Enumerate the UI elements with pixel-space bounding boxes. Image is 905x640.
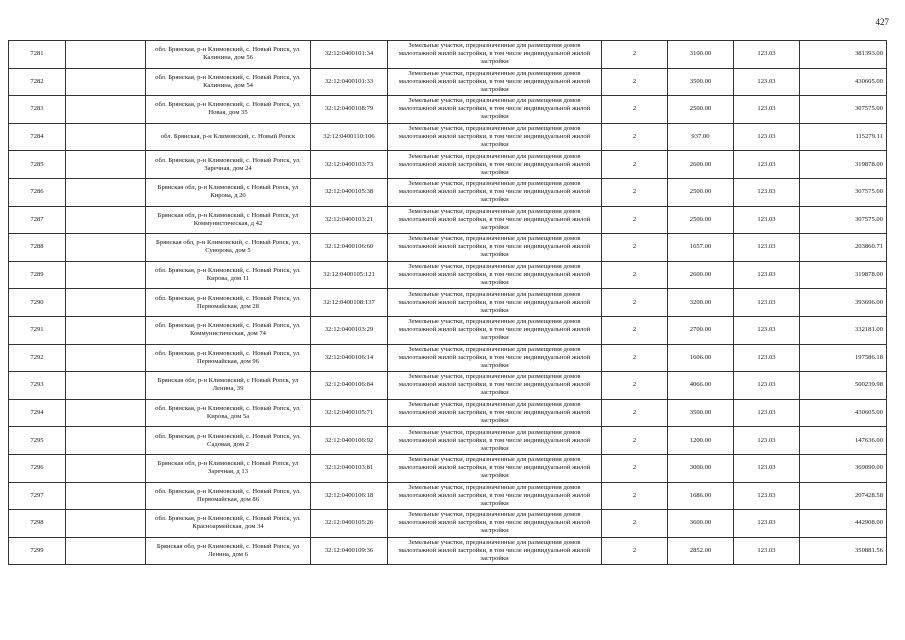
land-use-cell: Земельные участки, предназначенные для размещения домов малоэтажной жилой застройки, в том числе индивидуальной жилой застройки xyxy=(388,316,602,344)
row-number-cell: 7296 xyxy=(9,454,66,482)
land-use-cell: Земельные участки, предназначенные для размещения домов малоэтажной жилой застройки, в том числе индивидуальной жилой застройки xyxy=(388,151,602,179)
row-number-cell: 7291 xyxy=(9,316,66,344)
land-use-cell: Земельные участки, предназначенные для размещения домов малоэтажной жилой застройки, в том числе индивидуальной жилой застройки xyxy=(388,178,602,206)
area-cell: 2852.00 xyxy=(668,537,734,565)
area-cell: 1686.00 xyxy=(668,482,734,510)
cadastral-value-cell: 500239.98 xyxy=(800,372,887,400)
cadastral-number-cell: 32:12:0400103:29 xyxy=(311,316,388,344)
table-row xyxy=(9,261,887,289)
row-number-cell: 7287 xyxy=(9,206,66,234)
area-cell: 3600.00 xyxy=(668,510,734,538)
cadastral-value-cell: 332181.00 xyxy=(800,316,887,344)
land-use-cell: Земельные участки, предназначенные для размещения домов малоэтажной жилой застройки, в том числе индивидуальной жилой застройки xyxy=(388,206,602,234)
rate-cell: 123.03 xyxy=(734,206,800,234)
empty-cell xyxy=(66,427,146,455)
category-cell: 2 xyxy=(602,510,668,538)
cadastral-value-cell: 115279.11 xyxy=(800,123,887,151)
area-cell: 2700.00 xyxy=(668,316,734,344)
table-row xyxy=(9,41,887,69)
category-cell: 2 xyxy=(602,372,668,400)
rate-cell: 123.03 xyxy=(734,510,800,538)
table-row xyxy=(9,151,887,179)
category-cell: 2 xyxy=(602,234,668,262)
address-cell: Брянская обл, р-н Климовский, с Новый Ропск, ул Кирова, д 20 xyxy=(146,178,311,206)
table-row xyxy=(9,482,887,510)
category-cell: 2 xyxy=(602,289,668,317)
category-cell: 2 xyxy=(602,454,668,482)
cadastral-number-cell: 32:12:0400101:34 xyxy=(311,41,388,69)
area-cell: 3500.00 xyxy=(668,68,734,96)
table-row xyxy=(9,123,887,151)
cadastral-number-cell: 32:12:0400106:14 xyxy=(311,344,388,372)
rate-cell: 123.03 xyxy=(734,316,800,344)
cadastral-number-cell: 32:12:0400103:81 xyxy=(311,454,388,482)
cadastral-number-cell: 32:12:0400106:92 xyxy=(311,427,388,455)
cadastral-value-cell: 381393.00 xyxy=(800,41,887,69)
cadastral-value-cell: 203860.71 xyxy=(800,234,887,262)
rate-cell: 123.03 xyxy=(734,344,800,372)
cadastral-value-cell: 307575.00 xyxy=(800,96,887,124)
area-cell: 3100.00 xyxy=(668,41,734,69)
address-cell: обл. Брянская, р-н Климовский, с. Новый Ропск, ул. Садовая, дом 2 xyxy=(146,427,311,455)
land-use-cell: Земельные участки, предназначенные для размещения домов малоэтажной жилой застройки, в том числе индивидуальной жилой застройки xyxy=(388,510,602,538)
rate-cell: 123.03 xyxy=(734,261,800,289)
empty-cell xyxy=(66,178,146,206)
rate-cell: 123.03 xyxy=(734,68,800,96)
table-row xyxy=(9,344,887,372)
land-use-cell: Земельные участки, предназначенные для размещения домов малоэтажной жилой застройки, в том числе индивидуальной жилой застройки xyxy=(388,482,602,510)
empty-cell xyxy=(66,510,146,538)
rate-cell: 123.03 xyxy=(734,123,800,151)
land-use-cell: Земельные участки, предназначенные для размещения домов малоэтажной жилой застройки, в том числе индивидуальной жилой застройки xyxy=(388,68,602,96)
category-cell: 2 xyxy=(602,427,668,455)
cadastral-value-cell: 430605.00 xyxy=(800,399,887,427)
row-number-cell: 7284 xyxy=(9,123,66,151)
table-row xyxy=(9,537,887,565)
area-cell: 3500.00 xyxy=(668,399,734,427)
table-row xyxy=(9,178,887,206)
address-cell: обл. Брянская, р-н Климовский, с. Новый Ропск, ул. Красноармейская, дом 34 xyxy=(146,510,311,538)
rate-cell: 123.03 xyxy=(734,234,800,262)
address-cell: обл. Брянская, р-н Климовский, с. Новый Ропск, ул. Кирова, дом 5а xyxy=(146,399,311,427)
address-cell: обл. Брянская, р-н Климовский, с. Новый Ропск, ул. Первомайская, дом 86 xyxy=(146,482,311,510)
rate-cell: 123.03 xyxy=(734,289,800,317)
row-number-cell: 7299 xyxy=(9,537,66,565)
address-cell: обл. Брянская, р-н Климовский, с. Новый Ропск, ул. Первомайская, дом 28 xyxy=(146,289,311,317)
category-cell: 2 xyxy=(602,261,668,289)
cadastral-value-cell: 430605.00 xyxy=(800,68,887,96)
cadastral-number-cell: 32:12:0400105:71 xyxy=(311,399,388,427)
land-use-cell: Земельные участки, предназначенные для размещения домов малоэтажной жилой застройки, в том числе индивидуальной жилой застройки xyxy=(388,399,602,427)
land-use-cell: Земельные участки, предназначенные для размещения домов малоэтажной жилой застройки, в том числе индивидуальной жилой застройки xyxy=(388,454,602,482)
empty-cell xyxy=(66,399,146,427)
empty-cell xyxy=(66,537,146,565)
cadastral-number-cell: 32:12:0400105:26 xyxy=(311,510,388,538)
table-row xyxy=(9,206,887,234)
row-number-cell: 7289 xyxy=(9,261,66,289)
empty-cell xyxy=(66,344,146,372)
area-cell: 2500.00 xyxy=(668,206,734,234)
rate-cell: 123.03 xyxy=(734,96,800,124)
address-cell: Брянская обл, р-н Климовский, с. Новый Ропск, ул. Суворова, дом 5 xyxy=(146,234,311,262)
empty-cell xyxy=(66,289,146,317)
land-use-cell: Земельные участки, предназначенные для размещения домов малоэтажной жилой застройки, в том числе индивидуальной жилой застройки xyxy=(388,234,602,262)
table-row xyxy=(9,234,887,262)
rate-cell: 123.03 xyxy=(734,427,800,455)
category-cell: 2 xyxy=(602,151,668,179)
rate-cell: 123.03 xyxy=(734,372,800,400)
land-use-cell: Земельные участки, предназначенные для размещения домов малоэтажной жилой застройки, в том числе индивидуальной жилой застройки xyxy=(388,372,602,400)
row-number-cell: 7292 xyxy=(9,344,66,372)
empty-cell xyxy=(66,316,146,344)
address-cell: Брянская обл, р-н Климовский, с Новый Ропск, ул Ленина, 39 xyxy=(146,372,311,400)
cadastral-number-cell: 32:12:0400101:33 xyxy=(311,68,388,96)
area-cell: 2500.00 xyxy=(668,178,734,206)
category-cell: 2 xyxy=(602,316,668,344)
cadastral-number-cell: 32:12:0400106:60 xyxy=(311,234,388,262)
empty-cell xyxy=(66,96,146,124)
row-number-cell: 7295 xyxy=(9,427,66,455)
cadastral-value-cell: 307575.00 xyxy=(800,178,887,206)
address-cell: обл. Брянская, р-н Климовский, с. Новый Ропск, ул. Калинина, дом 54 xyxy=(146,68,311,96)
category-cell: 2 xyxy=(602,344,668,372)
table-row xyxy=(9,316,887,344)
area-cell: 3200.00 xyxy=(668,289,734,317)
empty-cell xyxy=(66,261,146,289)
row-number-cell: 7286 xyxy=(9,178,66,206)
area-cell: 4066.00 xyxy=(668,372,734,400)
row-number-cell: 7297 xyxy=(9,482,66,510)
category-cell: 2 xyxy=(602,537,668,565)
address-cell: Брянская обл, р-н Климовский, с Новый Ропск, ул Заречная, д 13 xyxy=(146,454,311,482)
category-cell: 2 xyxy=(602,96,668,124)
land-use-cell: Земельные участки, предназначенные для размещения домов малоэтажной жилой застройки, в том числе индивидуальной жилой застройки xyxy=(388,289,602,317)
address-cell: обл. Брянская, р-н Климовский, с. Новый Ропск, ул. Первомайская, дом 96 xyxy=(146,344,311,372)
row-number-cell: 7283 xyxy=(9,96,66,124)
cadastral-value-cell: 207428.58 xyxy=(800,482,887,510)
empty-cell xyxy=(66,234,146,262)
row-number-cell: 7285 xyxy=(9,151,66,179)
rate-cell: 123.03 xyxy=(734,482,800,510)
cadastral-number-cell: 32:12:0400105:38 xyxy=(311,178,388,206)
table-body xyxy=(9,41,887,565)
category-cell: 2 xyxy=(602,178,668,206)
table-row xyxy=(9,96,887,124)
land-use-cell: Земельные участки, предназначенные для размещения домов малоэтажной жилой застройки, в том числе индивидуальной жилой застройки xyxy=(388,537,602,565)
row-number-cell: 7282 xyxy=(9,68,66,96)
cadastral-number-cell: 32:12:0400110:106 xyxy=(311,123,388,151)
cadastral-number-cell: 32:12:0400106:18 xyxy=(311,482,388,510)
address-cell: обл. Брянская, р-н Климовский, с. Новый Ропск xyxy=(146,123,311,151)
category-cell: 2 xyxy=(602,68,668,96)
rate-cell: 123.03 xyxy=(734,41,800,69)
land-use-cell: Земельные участки, предназначенные для размещения домов малоэтажной жилой застройки, в том числе индивидуальной жилой застройки xyxy=(388,344,602,372)
table-row xyxy=(9,454,887,482)
cadastral-value-cell: 442908.00 xyxy=(800,510,887,538)
empty-cell xyxy=(66,454,146,482)
land-use-cell: Земельные участки, предназначенные для размещения домов малоэтажной жилой застройки, в том числе индивидуальной жилой застройки xyxy=(388,96,602,124)
area-cell: 2600.00 xyxy=(668,261,734,289)
category-cell: 2 xyxy=(602,41,668,69)
row-number-cell: 7298 xyxy=(9,510,66,538)
cadastral-value-cell: 393696.00 xyxy=(800,289,887,317)
category-cell: 2 xyxy=(602,482,668,510)
empty-cell xyxy=(66,206,146,234)
empty-cell xyxy=(66,68,146,96)
row-number-cell: 7294 xyxy=(9,399,66,427)
rate-cell: 123.03 xyxy=(734,151,800,179)
area-cell: 1657.00 xyxy=(668,234,734,262)
area-cell: 937.00 xyxy=(668,123,734,151)
row-number-cell: 7281 xyxy=(9,41,66,69)
address-cell: обл. Брянская, р-н Климовский, с. Новый Ропск, ул. Заречная, дом 24 xyxy=(146,151,311,179)
cadastral-value-cell: 369090.00 xyxy=(800,454,887,482)
table-row xyxy=(9,510,887,538)
page-number: 427 xyxy=(875,17,889,27)
cadastral-number-cell: 32:12:0400109:36 xyxy=(311,537,388,565)
cadastral-number-cell: 32:12:0400108:137 xyxy=(311,289,388,317)
address-cell: обл. Брянская, р-н Климовский, с. Новый Ропск, ул. Коммунистическая, дом 74 xyxy=(146,316,311,344)
cadastral-value-cell: 197586.18 xyxy=(800,344,887,372)
address-cell: обл. Брянская, р-н Климовский, с. Новый Ропск, ул. Калинина, дом 56 xyxy=(146,41,311,69)
cadastral-value-cell: 147636.00 xyxy=(800,427,887,455)
area-cell: 2500.00 xyxy=(668,96,734,124)
empty-cell xyxy=(66,372,146,400)
row-number-cell: 7288 xyxy=(9,234,66,262)
land-use-cell: Земельные участки, предназначенные для размещения домов малоэтажной жилой застройки, в том числе индивидуальной жилой застройки xyxy=(388,41,602,69)
table-row xyxy=(9,68,887,96)
row-number-cell: 7293 xyxy=(9,372,66,400)
cadastral-value-cell: 307575.00 xyxy=(800,206,887,234)
empty-cell xyxy=(66,41,146,69)
land-use-cell: Земельные участки, предназначенные для размещения домов малоэтажной жилой застройки, в том числе индивидуальной жилой застройки xyxy=(388,261,602,289)
area-cell: 1606.00 xyxy=(668,344,734,372)
empty-cell xyxy=(66,151,146,179)
table-row xyxy=(9,289,887,317)
cadastral-value-cell: 319878.00 xyxy=(800,151,887,179)
area-cell: 1200.00 xyxy=(668,427,734,455)
area-cell: 3000.00 xyxy=(668,454,734,482)
rate-cell: 123.03 xyxy=(734,399,800,427)
category-cell: 2 xyxy=(602,206,668,234)
address-cell: обл. Брянская, р-н Климовский, с. Новый Ропск, ул. Новая, дом 35 xyxy=(146,96,311,124)
empty-cell xyxy=(66,123,146,151)
category-cell: 2 xyxy=(602,399,668,427)
cadastral-number-cell: 32:12:0400103:73 xyxy=(311,151,388,179)
rate-cell: 123.03 xyxy=(734,178,800,206)
cadastral-number-cell: 32:12:0400103:21 xyxy=(311,206,388,234)
empty-cell xyxy=(66,482,146,510)
rate-cell: 123.03 xyxy=(734,537,800,565)
table-row xyxy=(9,399,887,427)
land-use-cell: Земельные участки, предназначенные для размещения домов малоэтажной жилой застройки, в том числе индивидуальной жилой застройки xyxy=(388,427,602,455)
address-cell: Брянская обл, р-н Климовский, с. Новый Ропск, ул Ленина, дом 6 xyxy=(146,537,311,565)
cadastral-number-cell: 32:12:0400105:121 xyxy=(311,261,388,289)
rate-cell: 123.03 xyxy=(734,454,800,482)
area-cell: 2600.00 xyxy=(668,151,734,179)
table-row xyxy=(9,372,887,400)
address-cell: обл. Брянская, р-н Климовский, с. Новый Ропск, ул. Кирова, дом 11 xyxy=(146,261,311,289)
land-use-cell: Земельные участки, предназначенные для размещения домов малоэтажной жилой застройки, в том числе индивидуальной жилой застройки xyxy=(388,123,602,151)
category-cell: 2 xyxy=(602,123,668,151)
cadastral-number-cell: 32:12:0400108:79 xyxy=(311,96,388,124)
table-row xyxy=(9,427,887,455)
row-number-cell: 7290 xyxy=(9,289,66,317)
cadastral-number-cell: 32:12:0400106:84 xyxy=(311,372,388,400)
address-cell: Брянская обл, р-н Климовский, с Новый Ропск, ул Коммунистическая, д 42 xyxy=(146,206,311,234)
cadastral-value-cell: 350881.56 xyxy=(800,537,887,565)
land-registry-table xyxy=(8,40,887,565)
cadastral-value-cell: 319878.00 xyxy=(800,261,887,289)
